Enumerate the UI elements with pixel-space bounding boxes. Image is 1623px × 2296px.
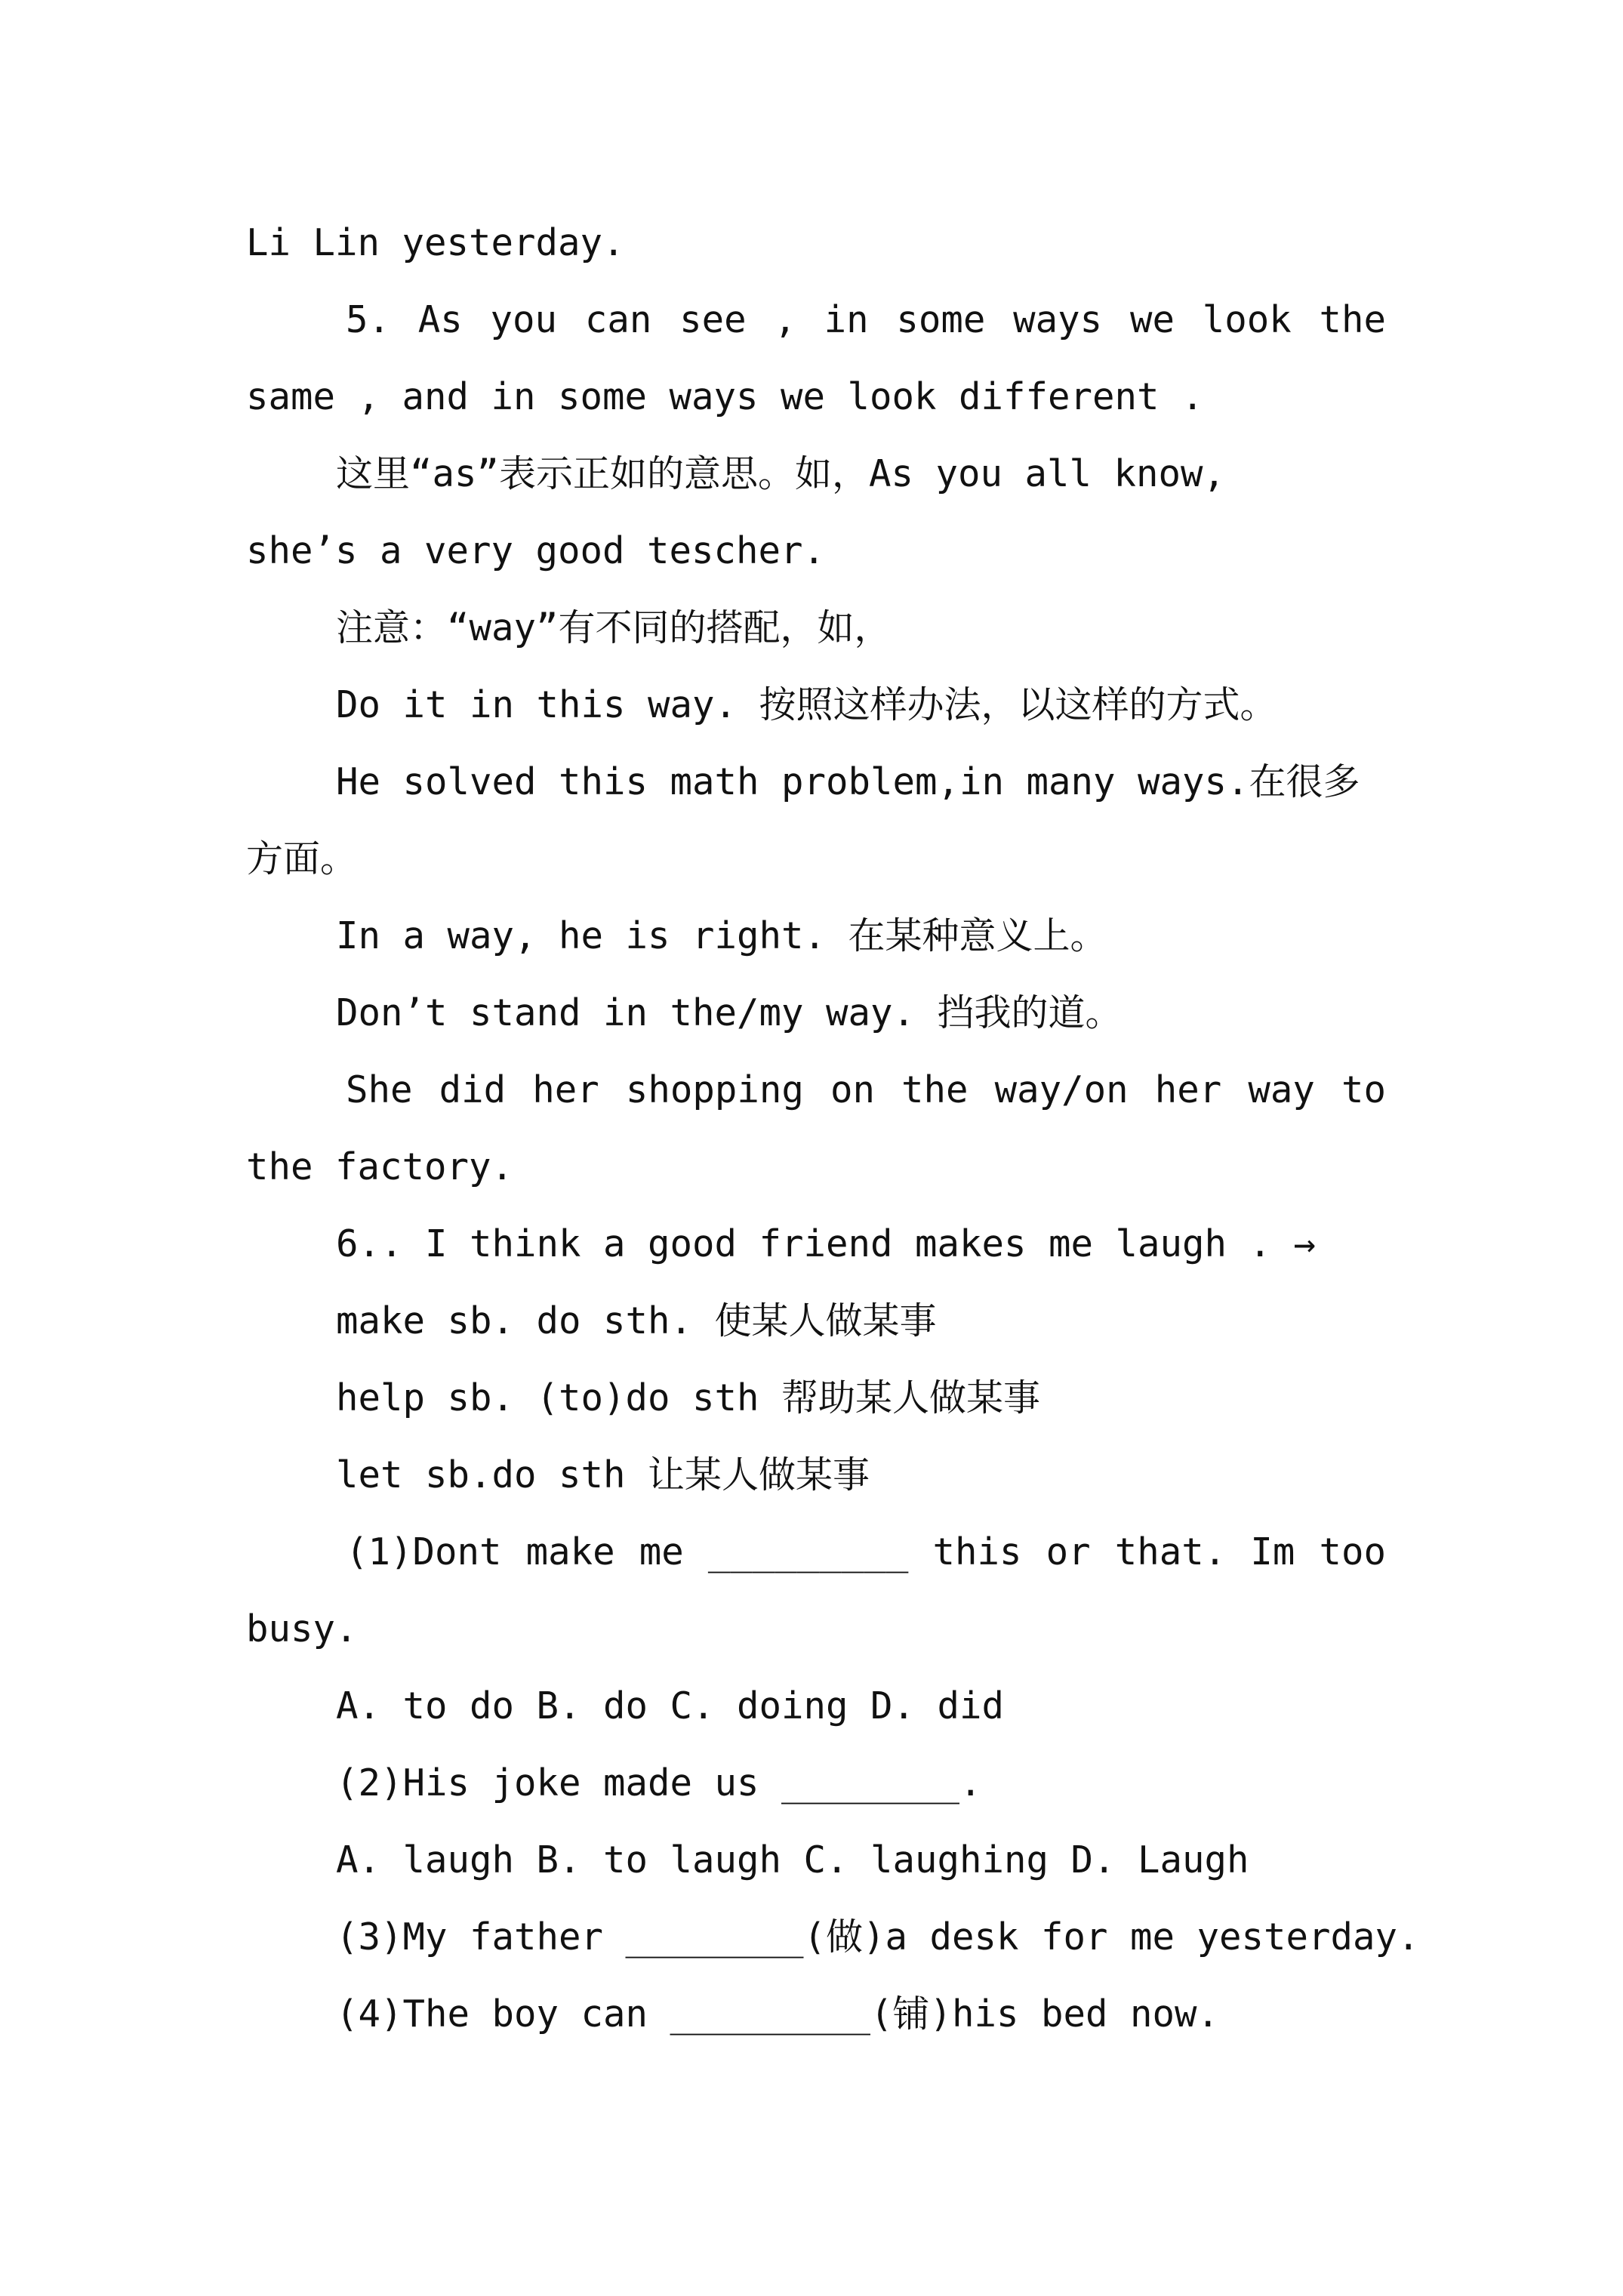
exercise-question: (4)The boy can _________(铺)his bed now. (336, 1992, 1220, 2036)
phrase-line: help sb. (to)do sth 帮助某人做某事 (336, 1376, 1041, 1419)
example-line: Don’t stand in the/my way. 挡我的道。 (336, 991, 1123, 1034)
phrase-line: make sb. do sth. 使某人做某事 (336, 1299, 937, 1342)
text-line: busy. (246, 1607, 358, 1650)
phrase-line: let sb.do sth 让某人做某事 (336, 1453, 870, 1496)
text-line: Li Lin yesterday. (246, 221, 625, 264)
example-line: In a way, he is right. 在某种意义上。 (336, 914, 1107, 957)
example-line: He solved this math problem,in many ways.在很多 (336, 760, 1360, 803)
chinese-note-line: 这里“as”表示正如的意思。如，As you all know, (336, 452, 1226, 495)
note-heading: 注意：“way”有不同的搭配，如， (336, 606, 892, 649)
text-line: 方面。 (246, 837, 358, 880)
item-6-heading: 6.. I think a good friend makes me laugh . → (336, 1222, 1317, 1265)
answer-options: A. laugh B. to laugh C. laughing D. Laugh (336, 1838, 1249, 1881)
exercise-question: (1)Dont make me _________ this or that. Im too (346, 1530, 1386, 1573)
text-line: the factory. (246, 1145, 514, 1188)
exercise-question: (2)His joke made us ________. (336, 1761, 982, 1804)
exercise-question: (3)My father ________(做)a desk for me yesterday. (336, 1915, 1420, 1959)
example-line: Do it in this way. 按照这样办法，以这样的方式。 (336, 683, 1277, 726)
text-line: same , and in some ways we look different . (246, 375, 1204, 418)
answer-options: A. to do B. do C. doing D. did (336, 1684, 1005, 1727)
item-5-line: 5. As you can see , in some ways we look the (346, 298, 1386, 341)
example-line: She did her shopping on the way/on her way to (346, 1068, 1386, 1111)
text-line: she’s a very good tescher. (246, 529, 826, 572)
